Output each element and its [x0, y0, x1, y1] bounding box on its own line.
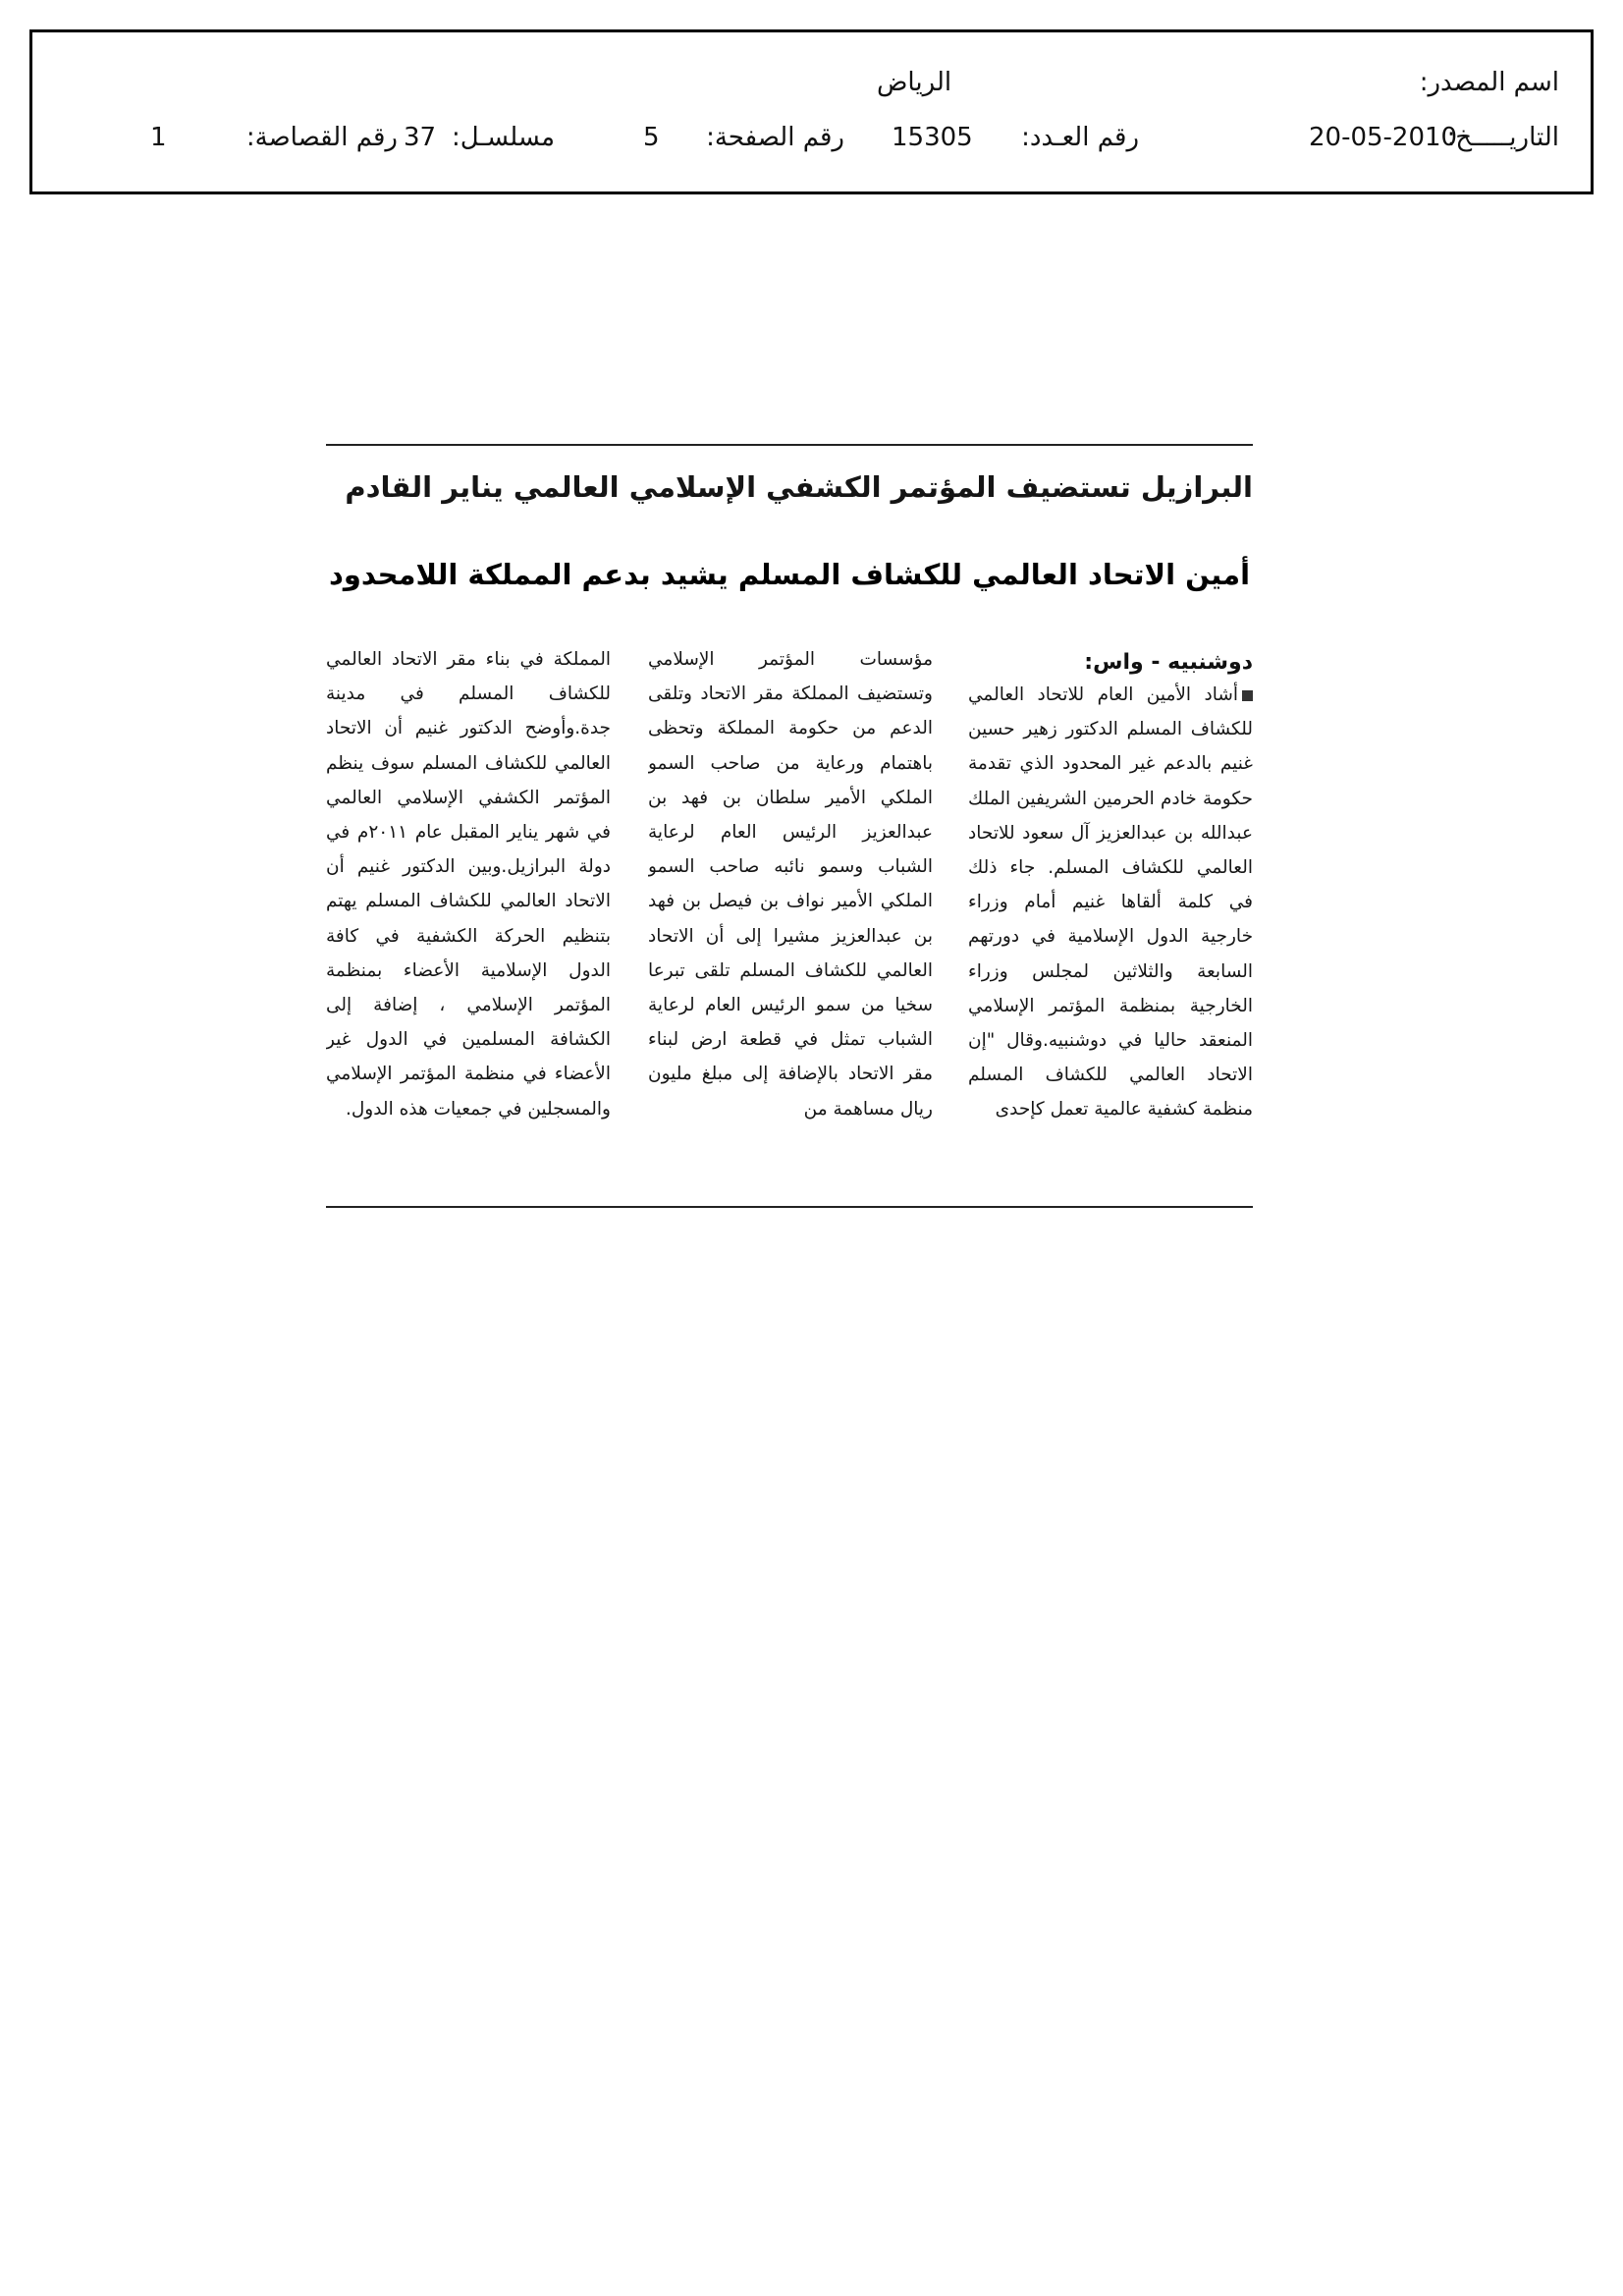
serial-label: مسلسـل: [452, 123, 555, 152]
article-column-1 [968, 678, 1253, 1198]
clip-label: رقم القصاصة: [245, 123, 398, 152]
issue-label: رقم العـدد: [1021, 123, 1139, 152]
column-3-text: المملكة في بناء مقر الاتحاد العالمي للكشاف المسلم في مدينة جدة.وأوضح الدكتور غنيم أن الاتحاد العالمي للكشاف المسلم سوف ينظم المؤتمر الكشفي الإسلامي العالمي في شهر يناير المقبل عام ٢٠١١م في دولة البرازيل.وبين الدكتور غنيم أن الاتحاد العالمي للكشاف المسلم يهتم بتنظيم الحركة الكشفية في كافة الدول الإسلامية الأعضاء بمنظمة المؤتمر الإسلامي ، إضافة إلى الكشافة المسلمين في الدول غير الأعضاء في منظمة المؤتمر الإسلامي والمسجلين في جمعيات هذه الدول. [326, 649, 611, 1120]
serial-value: 37 [404, 123, 437, 152]
column-1-text: أشاد الأمين العام للاتحاد العالمي للكشاف المسلم الدكتور زهير حسين غنيم بالدعم غير المحدود الذي تقدمة حكومة خادم الحرمين الشريفين الملك عبدالله بن عبدالعزيز آل سعود للاتحاد العالمي للكشاف المسلم. جاء ذلك في كلمة ألقاها غنيم أمام وزراء خارجية الدول الإسلامية في دورتهم السابعة والثلاثين لمجلس وزراء الخارجية بمنظمة المؤتمر الإسلامي المنعقد حاليا في دوشنبيه.وقال "إن الاتحاد العالمي للكشاف المسلم منظمة كشفية عالمية تعمل كإحدى [968, 684, 1253, 1121]
page-value: 5 [643, 123, 660, 152]
article-column-2 [648, 642, 933, 1198]
source-value: الرياض [877, 68, 952, 97]
article-dateline: دوشنبيه - واس: [1084, 650, 1253, 675]
article-kicker: البرازيل تستضيف المؤتمر الكشفي الإسلامي العالمي يناير القادم [345, 470, 1253, 504]
square-bullet-icon [1242, 690, 1253, 701]
clip-value: 1 [150, 123, 167, 152]
top-rule [326, 444, 1253, 446]
article-column-3 [326, 642, 611, 1198]
clipping-metadata-box [29, 29, 1594, 194]
bottom-rule [326, 1206, 1253, 1208]
article-headline: أمين الاتحاد العالمي للكشاف المسلم يشيد بدعم المملكة اللامحدود [328, 558, 1251, 591]
page-label: رقم الصفحة: [706, 123, 844, 152]
date-label: التاريـــــخ: [1446, 123, 1559, 152]
source-label: اسم المصدر: [1419, 68, 1559, 97]
news-article [326, 440, 1253, 1210]
column-2-text: مؤسسات المؤتمر الإسلامي وتستضيف المملكة مقر الاتحاد وتلقى الدعم من حكومة المملكة وتحظى باهتمام ورعاية من صاحب السمو الملكي الأمير سلطان بن فهد بن عبدالعزيز الرئيس العام لرعاية الشباب وسمو نائبه صاحب السمو الملكي الأمير نواف بن فيصل بن فهد بن عبدالعزيز مشيرا إلى أن الاتحاد العالمي للكشاف المسلم تلقى تبرعا سخيا من سمو الرئيس العام لرعاية الشباب تمثل في قطعة ارض لبناء مقر الاتحاد بالإضافة إلى مبلغ مليون ريال مساهمة من [648, 649, 933, 1120]
date-value: 20-05-2010 [1309, 123, 1458, 152]
issue-value: 15305 [892, 123, 973, 152]
